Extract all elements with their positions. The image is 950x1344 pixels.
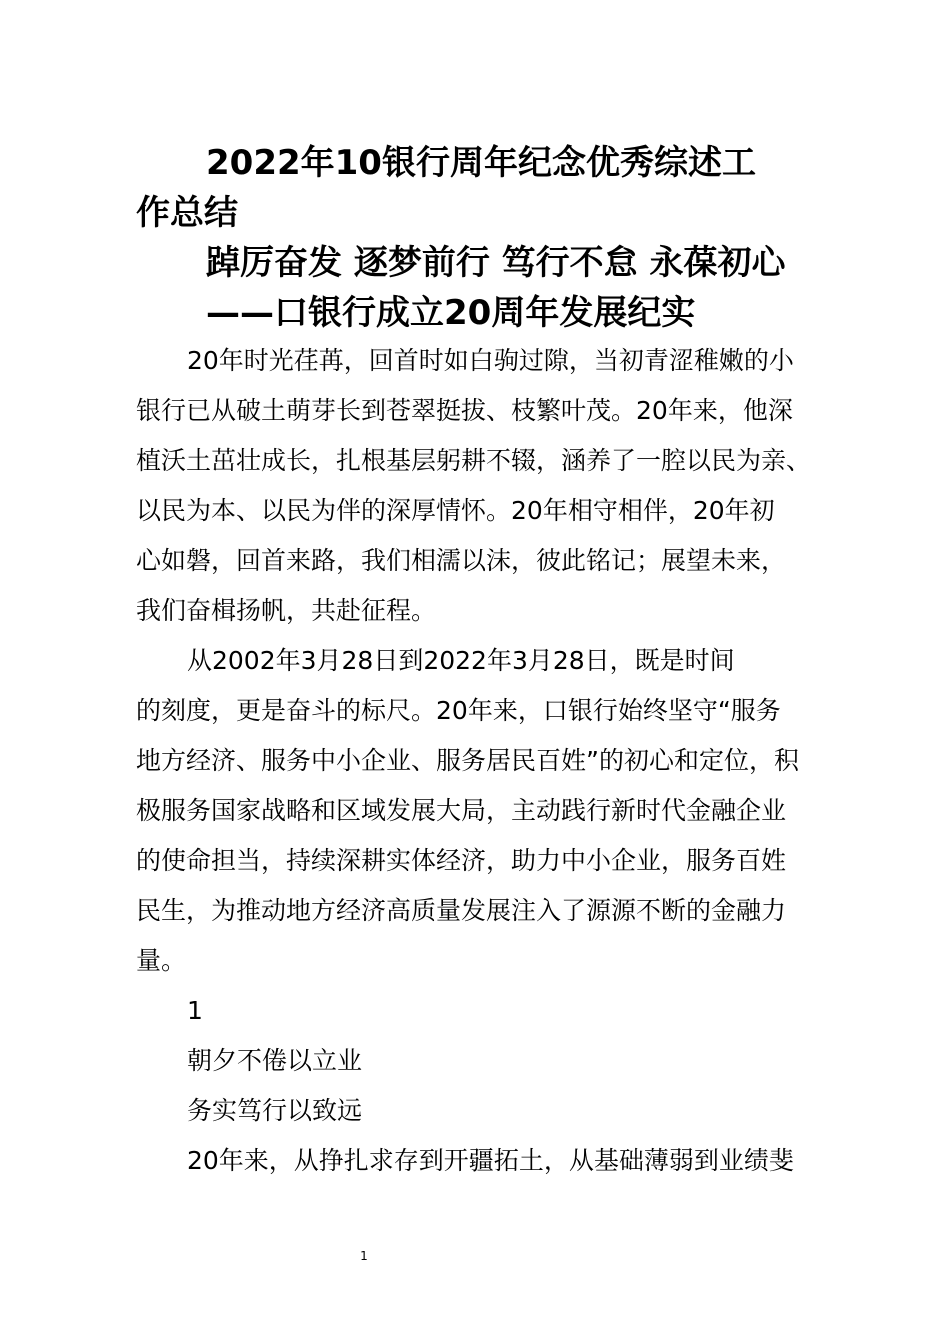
paragraph-2-line-5: 的使命担当，持续深耕实体经济，助力中小企业，服务百姓 — [136, 846, 787, 875]
paragraph-2-line-2: 的刻度，更是奋斗的标尺。20年来，口银行始终坚守“服务 — [136, 696, 781, 725]
page-number: 1 — [360, 1249, 368, 1263]
document-subtitle-line-2: ——口银行成立20周年发展纪实 — [206, 293, 696, 333]
paragraph-2-line-4: 极服务国家战略和区域发展大局，主动践行新时代金融企业 — [136, 796, 787, 825]
paragraph-2-line-7: 量。 — [136, 946, 187, 975]
paragraph-2-line-3: 地方经济、服务中小企业、服务居民百姓”的初心和定位，积 — [136, 746, 799, 775]
paragraph-1-line-5: 心如磐，回首来路，我们相濡以沫，彼此铭记；展望未来， — [136, 546, 787, 575]
paragraph-2-line-6: 民生，为推动地方经济高质量发展注入了源源不断的金融力 — [136, 896, 787, 925]
section-number: 1 — [187, 996, 203, 1025]
paragraph-1-line-6: 我们奋楫扬帆，共赴征程。 — [136, 596, 437, 625]
paragraph-1-line-4: 以民为本、以民为伴的深厚情怀。20年相守相伴，20年初 — [136, 496, 775, 525]
paragraph-1-line-1: 20年时光荏苒，回首时如白驹过隙，当初青涩稚嫩的小 — [187, 346, 794, 375]
section-heading-line-1: 朝夕不倦以立业 — [187, 1046, 363, 1075]
document-title-line-2: 作总结 — [136, 193, 238, 233]
paragraph-1-line-2: 银行已从破土萌芽长到苍翠挺拔、枝繁叶茂。20年来，他深 — [136, 396, 793, 425]
section-heading-line-2: 务实笃行以致远 — [187, 1096, 363, 1125]
paragraph-3-line-1: 20年来，从挣扎求存到开疆拓土，从基础薄弱到业绩斐 — [187, 1146, 794, 1175]
document-title-line-1: 2022年10银行周年纪念优秀综述工 — [206, 143, 756, 183]
document-subtitle-line-1: 踔厉奋发 逐梦前行 笃行不怠 永葆初心 — [206, 243, 786, 283]
paragraph-2-line-1: 从2002年3月28日到2022年3月28日，既是时间 — [187, 646, 735, 675]
paragraph-1-line-3: 植沃土茁壮成长，扎根基层躬耕不辍，涵养了一腔以民为亲、 — [136, 446, 812, 475]
